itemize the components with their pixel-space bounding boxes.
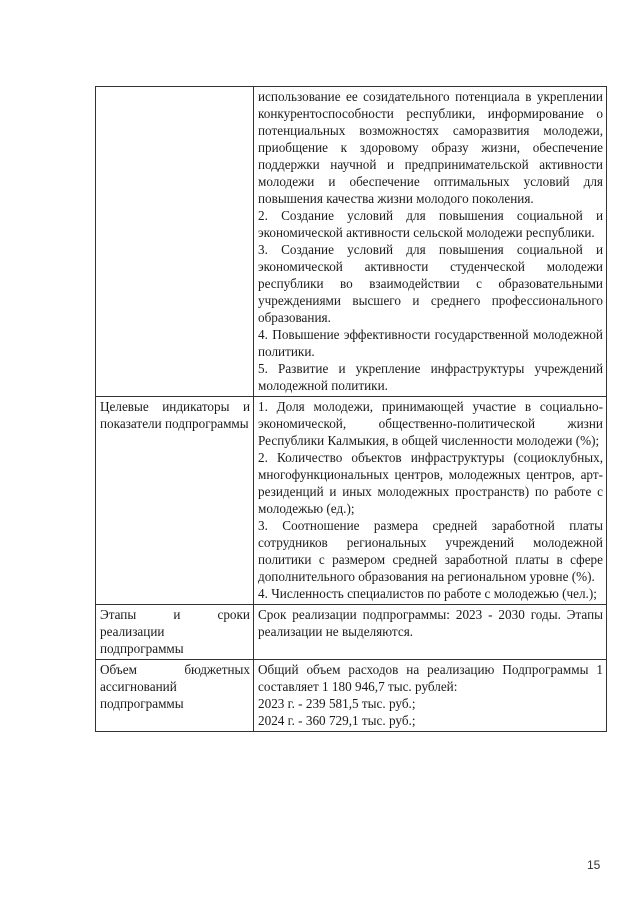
paragraph: 2. Создание условий для повышения социальной и экономической активности сельской молодежи республики. — [258, 208, 603, 240]
paragraph: использование ее созидательного потенциала в укреплении конкурентоспособности республики, информирование о потенциальных возможностях саморазвития молодежи, приобщение к здоровому образу жизни, обеспечение поддержки научной и предпринимательской активности молодежи и обеспечение оптимальных условий для повышения качества жизни молодого поколения. — [258, 89, 603, 206]
table-row — [96, 397, 607, 605]
paragraph: Срок реализации подпрограммы: 2023 - 2030 годы. Этапы реализации не выделяются. — [258, 607, 603, 639]
subprogram-passport-table — [95, 86, 607, 732]
row-label: Целевые индикаторы и показатели подпрограммы — [100, 399, 250, 431]
row-label-cell — [96, 605, 254, 660]
row-content-cell — [254, 660, 607, 732]
table-row — [96, 87, 607, 397]
row-label: Объем бюджетных ассигнований подпрограммы — [100, 662, 250, 711]
table-row — [96, 660, 607, 732]
table-row — [96, 605, 607, 660]
paragraph: Общий объем расходов на реализацию Подпрограммы 1 составляет 1 180 946,7 тыс. рублей: — [258, 662, 603, 694]
row-label-cell — [96, 660, 254, 732]
paragraph: 2024 г. - 360 729,1 тыс. руб.; — [258, 713, 416, 728]
row-label-cell — [96, 87, 254, 397]
row-label: Этапы и сроки реализации подпрограммы — [100, 607, 250, 656]
row-content-cell — [254, 605, 607, 660]
row-label-cell — [96, 397, 254, 605]
row-content-cell — [254, 87, 607, 397]
paragraph: 2. Количество объектов инфраструктуры (социоклубных, многофункциональных центров, молодежных центров, арт-резиденций и иных молодежных пространств) по работе с молодежью (ед.); — [258, 450, 603, 516]
paragraph: 3. Создание условий для повышения социальной и экономической активности студенческой молодежи республики во взаимодействии с образовательными учреждениями высшего и среднего профессионального образования. — [258, 242, 603, 325]
paragraph: 5. Развитие и укрепление инфраструктуры учреждений молодежной политики. — [258, 361, 603, 393]
paragraph: 2023 г. - 239 581,5 тыс. руб.; — [258, 696, 416, 711]
paragraph: 4. Повышение эффективности государственной молодежной политики. — [258, 327, 603, 359]
row-content-cell — [254, 397, 607, 605]
paragraph: 1. Доля молодежи, принимающей участие в социально-экономической, общественно-политической жизни Республики Калмыкия, в общей численности молодежи (%); — [258, 399, 603, 448]
page-number: 15 — [587, 858, 601, 872]
paragraph: 3. Соотношение размера средней заработной платы сотрудников региональных учреждений молодежной политики с размером средней заработной платы в сфере дополнительного образования на региональном уровне (%). — [258, 518, 603, 584]
paragraph: 4. Численность специалистов по работе с молодежью (чел.); — [258, 586, 597, 601]
